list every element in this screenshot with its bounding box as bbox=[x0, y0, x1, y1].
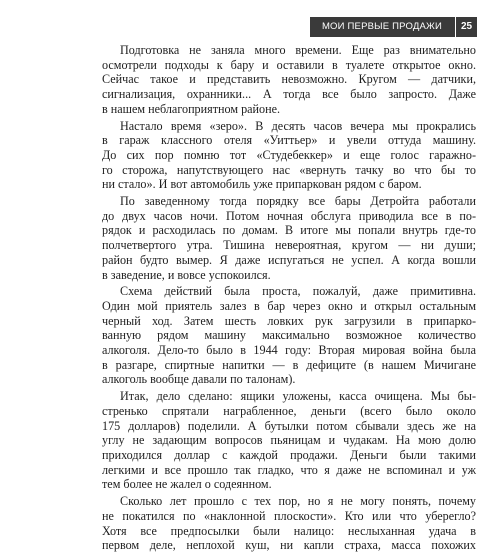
text-line: Хотя все предпосылки были налицо: неслыханная удача в bbox=[102, 523, 476, 538]
paragraph bbox=[102, 43, 476, 117]
text-line: в разгаре, спиртные напитки — в дефиците (в нашем Мичигане bbox=[102, 357, 476, 372]
text-line: в заведение, и вовсе успокоился. bbox=[102, 267, 271, 282]
text-line: го сторожа, напутствующего нас «вернуть тачку во что бы то bbox=[102, 162, 476, 177]
text-line: легкими и все прошло так гладко, что я даже не вспоминал и уж bbox=[102, 462, 476, 477]
text-line: Схема действий была проста, пожалуй, даже примитивна. bbox=[120, 284, 476, 299]
text-line: Настало время «зеро». В десять часов вечера мы прокрались bbox=[120, 118, 476, 133]
body-text bbox=[102, 43, 476, 555]
text-line: черный ход. Затем шесть ловких рук загрузили в припарко- bbox=[102, 313, 476, 328]
chapter-title: МОИ ПЕРВЫЕ ПРОДАЖИ bbox=[321, 21, 443, 32]
text-line: ни стало». И вот автомобиль уже припаркован рядом с баром. bbox=[102, 177, 422, 192]
text-line: Сейчас такое и представить невозможно. Кругом — датчики, bbox=[102, 72, 476, 87]
text-line: алкоголя. Дело-то было в 1944 году: Вторая мировая война была bbox=[102, 343, 476, 358]
text-line: стренько спрятали награбленное, деньги (всего было около bbox=[102, 403, 476, 418]
text-line: По заведенному тогда порядку все бары Детройта работали bbox=[120, 194, 476, 209]
page-number: 25 bbox=[455, 17, 477, 37]
text-line: Подготовка не заняла много времени. Еще раз внимательно bbox=[120, 43, 476, 57]
text-line: ванную рядом машину максимально возможное количество bbox=[102, 328, 476, 343]
text-line: не покатился по «наклонной плоскости». Кто или что уберегло? bbox=[102, 508, 476, 523]
text-line: алкоголь вообще давали по талонам). bbox=[102, 372, 296, 387]
text-line: осмотрели подходы к бару и оставили в туалете открытое окно. bbox=[102, 57, 476, 72]
text-line: район будто вымер. Я даже испугаться не успел. А когда вошли bbox=[102, 252, 476, 267]
text-line: Сколько лет прошло с тех пор, но я не могу понять, почему bbox=[120, 494, 476, 509]
text-line: первом деле, неплохой куш, ни капли страха, масса похожих bbox=[102, 538, 476, 553]
text-line: сигнализация, охранники... А тогда все было запросто. Даже bbox=[102, 87, 476, 102]
text-line: 175 долларов) поделили. А бутылки потом сбывали здесь же на bbox=[102, 418, 476, 433]
text-line: тем более не жалел о содеянном. bbox=[102, 477, 272, 492]
text-line: до двух часов ночи. Потом ночная обслуга приводила все в по- bbox=[102, 208, 476, 223]
text-line: рядок и расходилась по домам. В итоге мы попали внутрь где-то bbox=[102, 223, 476, 238]
text-line: До сих пор помню тот «Студебеккер» и еще голос гаражно- bbox=[102, 147, 476, 162]
text-line: углу не задающим вопросов пьяницам и чудакам. На мою долю bbox=[102, 433, 476, 448]
running-header bbox=[310, 17, 477, 37]
text-line: в гараж классного отеля «Уиттьер» и увели оттуда машину. bbox=[102, 133, 476, 148]
text-line: в нашем неблагоприятном районе. bbox=[102, 101, 281, 116]
paragraph bbox=[102, 284, 476, 387]
paragraph bbox=[102, 494, 476, 553]
text-line: полчетвертого утра. Тишина невероятная, кругом — ни души; bbox=[102, 238, 476, 253]
paragraph bbox=[102, 194, 476, 282]
text-line: Один мой приятель залез в бар через окно и открыл остальным bbox=[102, 298, 476, 313]
text-line: приходился доллар с каждой продажи. Деньги были такими bbox=[102, 447, 476, 462]
paragraph bbox=[102, 119, 476, 193]
paragraph bbox=[102, 389, 476, 492]
text-line: Итак, дело сделано: ящики уложены, касса очищена. Мы бы- bbox=[120, 389, 476, 404]
